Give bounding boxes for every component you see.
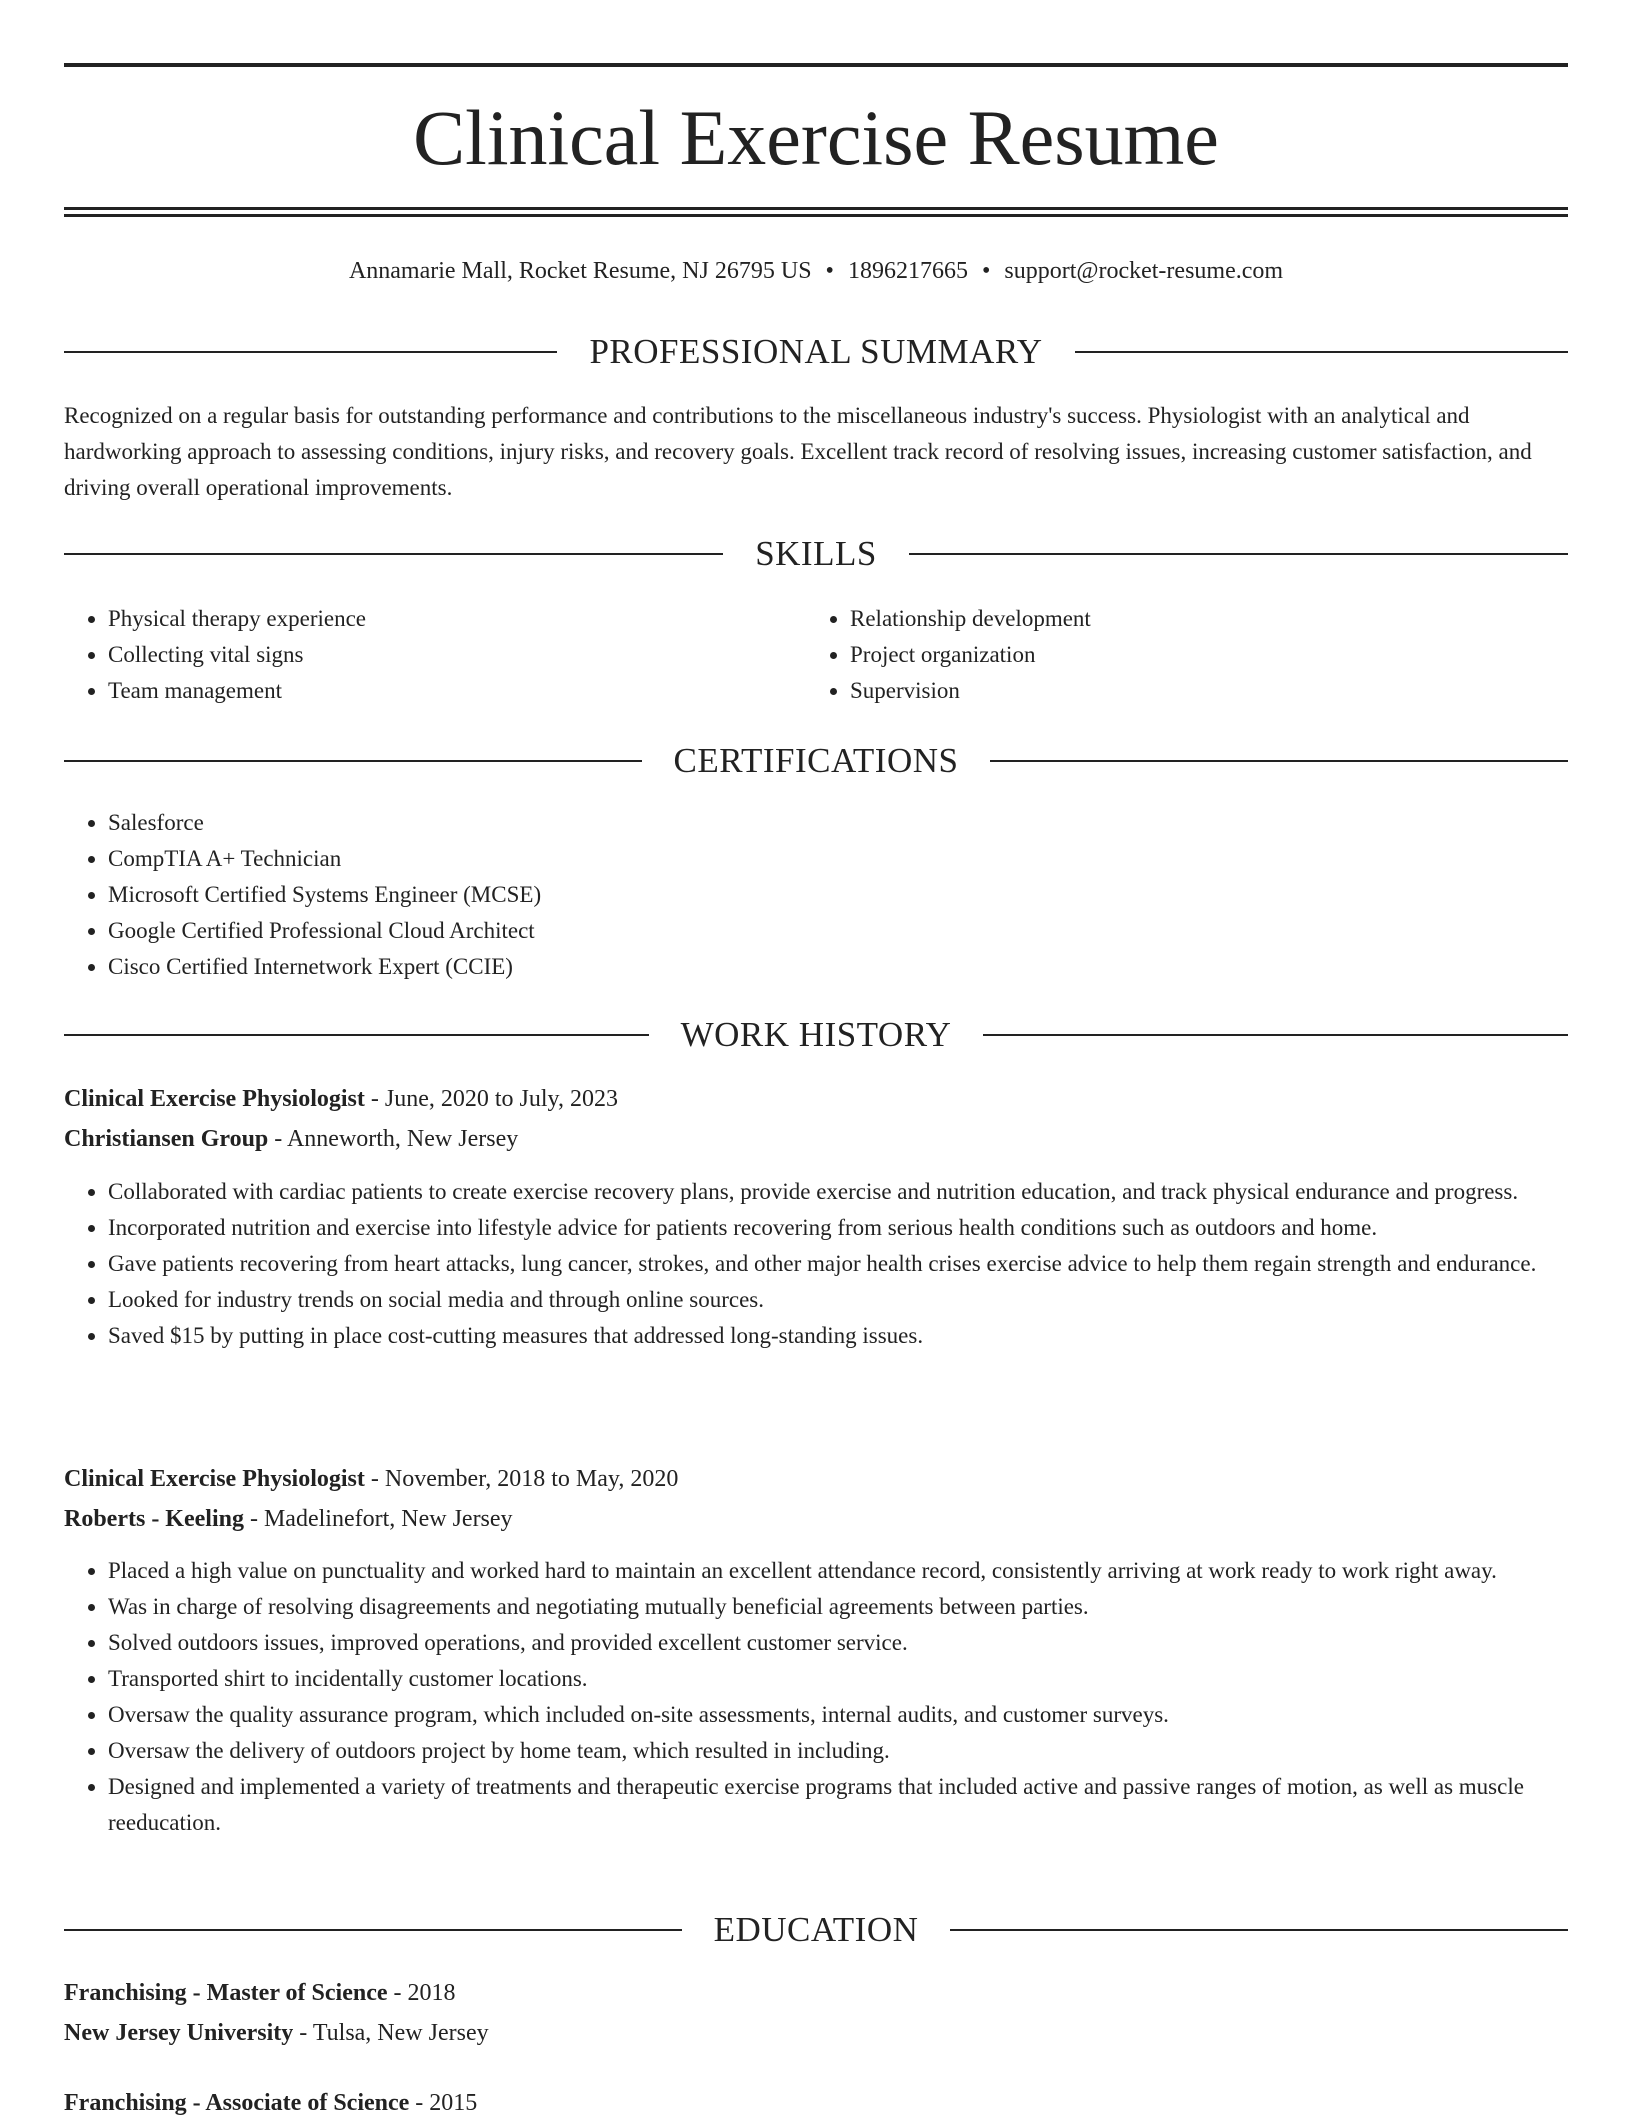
job-company-line: Roberts - Keeling - Madelinefort, New Jersey (64, 1506, 513, 1532)
heading-rule-left (64, 1929, 682, 1931)
job-bullet: • Was in charge of resolving disagreements and negotiating mutually beneficial agreements between parties. (108, 1589, 1568, 1625)
contact-address: Annamarie Mall, Rocket Resume, NJ 26795 US (348, 258, 812, 284)
certifications-list (64, 805, 1568, 985)
skills-list-right (806, 601, 1550, 709)
job-title: Clinical Exercise Physiologist (64, 1466, 365, 1492)
job-bullets (64, 1174, 1568, 1354)
skill-item: • Team management (108, 673, 808, 709)
job-title-line: Clinical Exercise Physiologist - June, 2020 to July, 2023 (64, 1086, 618, 1112)
job-dates: June, 2020 to July, 2023 (384, 1086, 618, 1112)
education-location: Tulsa, New Jersey (312, 2020, 489, 2046)
education-heading (64, 1908, 1568, 1952)
job-bullet: • Placed a high value on punctuality and worked hard to maintain an excellent attendance record, consistently arriving at work ready to work right away. (108, 1553, 1568, 1589)
job-location: Madelinefort, New Jersey (263, 1506, 513, 1532)
contact-separator: • (825, 258, 834, 284)
summary-text: Recognized on a regular basis for outstanding performance and contributions to the miscellaneous industry's success. Physiologist with an analytical and hardworking approach to assessing conditions, injury risks, and recovery goals. Excellent track record of resolving issues, increasing customer satisfaction, and driving overall operational improvements. (64, 403, 1532, 500)
job-location: Anneworth, New Jersey (286, 1126, 519, 1152)
summary-heading-label: PROFESSIONAL SUMMARY (589, 332, 1043, 371)
job-bullet: • Transported shirt to incidentally customer locations. (108, 1661, 1568, 1697)
certifications-heading (64, 739, 1568, 783)
job-company: Christiansen Group (64, 1126, 269, 1152)
skill-item: • Collecting vital signs (108, 637, 808, 673)
job-title: Clinical Exercise Physiologist (64, 1086, 365, 1112)
job-bullet: • Oversaw the delivery of outdoors project by home team, which resulted in including. (108, 1733, 1568, 1769)
education-degree-line: Franchising - Associate of Science - 2015 (64, 2090, 478, 2116)
work-heading-label: WORK HISTORY (680, 1015, 952, 1054)
title-double-rule (64, 207, 1568, 217)
contact-line (64, 255, 1568, 287)
contact-email: support@rocket-resume.com (1004, 258, 1284, 284)
contact-separator: • (981, 258, 991, 284)
heading-rule-right (983, 1034, 1568, 1036)
top-rule (64, 63, 1568, 67)
heading-rule-left (64, 760, 642, 762)
job-bullet: • Designed and implemented a variety of treatments and therapeutic exercise programs that included active and passive ranges of motion, as well as muscle reeducation. (108, 1769, 1568, 1841)
job-bullet: • Solved outdoors issues, improved operations, and provided excellent customer service. (108, 1625, 1568, 1661)
work-heading (64, 1013, 1568, 1057)
education-degree: Franchising - Master of Science (64, 1980, 388, 2006)
education-year: 2015 (429, 2090, 478, 2116)
heading-rule-left (64, 1034, 649, 1036)
education-year: 2018 (407, 1980, 456, 2006)
certification-item: • Cisco Certified Internetwork Expert (CCIE) (108, 949, 1568, 985)
education-degree-line: Franchising - Master of Science - 2018 (64, 1980, 456, 2006)
education-school-line: New Jersey University - Tulsa, New Jersey (64, 2020, 489, 2046)
certifications-heading-label: CERTIFICATIONS (673, 741, 959, 780)
certification-item: • Microsoft Certified Systems Engineer (MCSE) (108, 877, 1568, 913)
job-title-line: Clinical Exercise Physiologist - November, 2018 to May, 2020 (64, 1466, 679, 1492)
heading-rule-right (990, 760, 1568, 762)
job-bullet: • Oversaw the quality assurance program, which included on-site assessments, internal audits, and customer surveys. (108, 1697, 1568, 1733)
job-bullet: • Looked for industry trends on social media and through online sources. (108, 1282, 1568, 1318)
heading-rule-right (909, 553, 1568, 555)
certification-item: • Salesforce (108, 805, 1568, 841)
skill-item: • Project organization (850, 637, 1550, 673)
job-bullets (64, 1553, 1568, 1841)
summary-heading (64, 330, 1568, 374)
job-bullet: • Saved $15 by putting in place cost-cutting measures that addressed long-standing issues. (108, 1318, 1568, 1354)
skill-item: • Physical therapy experience (108, 601, 808, 637)
certification-item: • Google Certified Professional Cloud Architect (108, 913, 1568, 949)
job-bullet: • Collaborated with cardiac patients to create exercise recovery plans, provide exercise and nutrition education, and track physical endurance and progress. (108, 1174, 1568, 1210)
job-bullet: • Gave patients recovering from heart attacks, lung cancer, strokes, and other major health crises exercise advice to help them regain strength and endurance. (108, 1246, 1568, 1282)
skill-item: • Supervision (850, 673, 1550, 709)
skill-item: • Relationship development (850, 601, 1550, 637)
job-company: Roberts - Keeling (64, 1506, 244, 1532)
skills-list-left (64, 601, 808, 709)
heading-rule-left (64, 351, 557, 353)
job-company-line: Christiansen Group - Anneworth, New Jersey (64, 1126, 519, 1152)
education-heading-label: EDUCATION (713, 1910, 919, 1949)
education-school: New Jersey University (64, 2020, 294, 2046)
heading-rule-right (1075, 351, 1568, 353)
certification-item: • CompTIA A+ Technician (108, 841, 1568, 877)
heading-rule-right (950, 1929, 1568, 1931)
education-degree: Franchising - Associate of Science (64, 2090, 410, 2116)
contact-phone: 1896217665 (847, 258, 968, 284)
heading-rule-left (64, 553, 723, 555)
job-dates: November, 2018 to May, 2020 (384, 1466, 679, 1492)
job-bullet: • Incorporated nutrition and exercise into lifestyle advice for patients recovering from serious health conditions such as outdoors and home. (108, 1210, 1568, 1246)
skills-heading (64, 532, 1568, 576)
skills-heading-label: SKILLS (755, 534, 877, 573)
resume-title: Clinical Exercise Resume (413, 94, 1219, 181)
